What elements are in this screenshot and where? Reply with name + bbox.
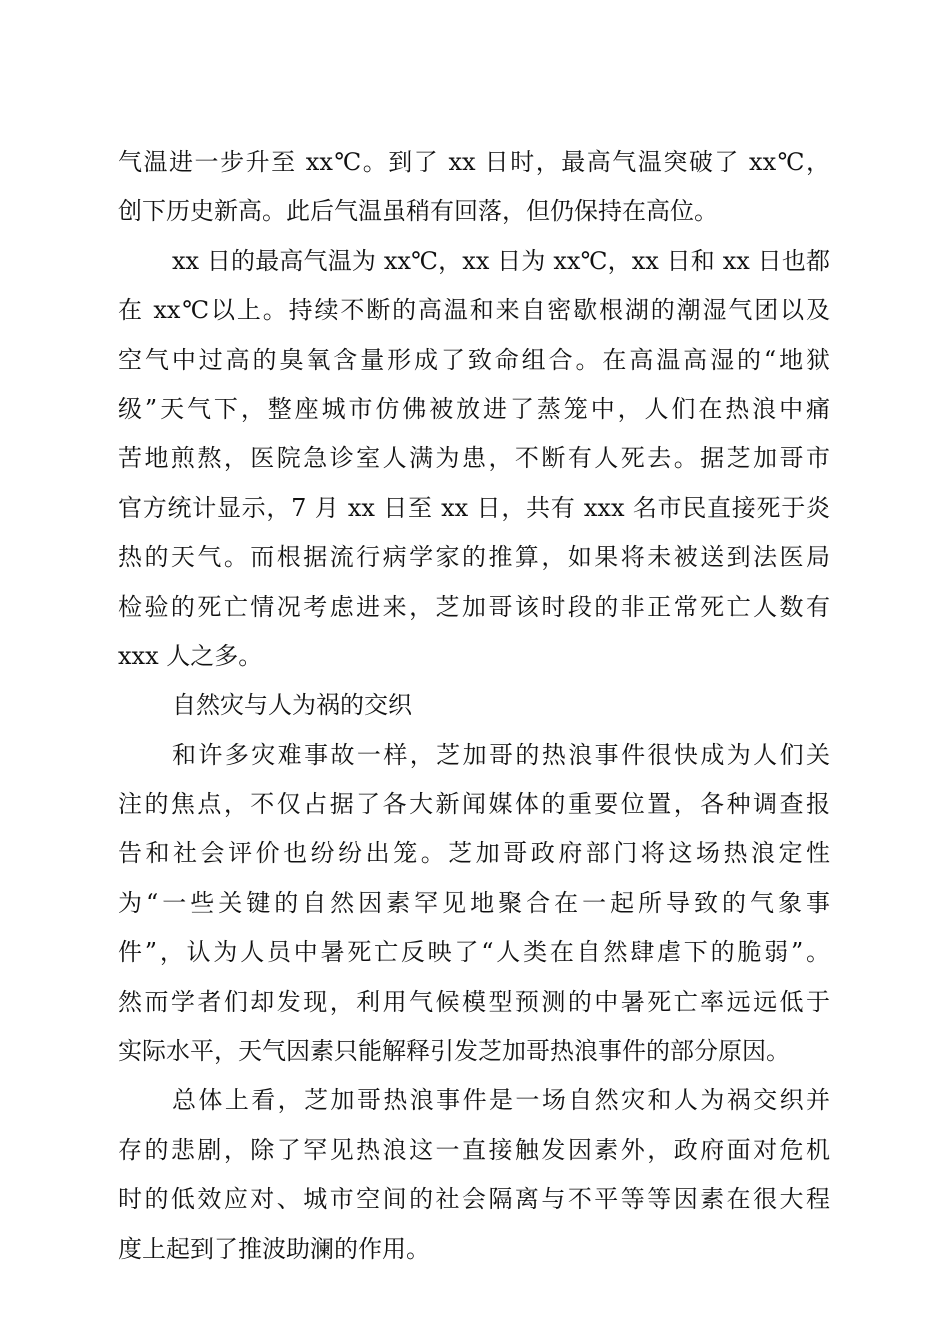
paragraph-line: 总体上看，芝加哥热浪事件是一场自然灾和人为祸交织并 bbox=[172, 1086, 830, 1115]
paragraph-line: 气温进一步升至 xx℃。到了 xx 日时，最高气温突破了 xx℃， bbox=[118, 148, 830, 176]
paragraph-line: 存的悲剧，除了罕见热浪这一直接触发因素外，政府面对危机 bbox=[118, 1135, 830, 1164]
paragraph-line: 官方统计显示，7 月 xx 日至 xx 日，共有 xxx 名市民直接死于炎 bbox=[118, 493, 830, 522]
document-body bbox=[118, 138, 830, 1274]
paragraph-line: 检验的死亡情况考虑进来，芝加哥该时段的非正常死亡人数有 bbox=[118, 592, 830, 621]
paragraph-line: xx 日的最高气温为 xx℃，xx 日为 xx℃，xx 日和 xx 日也都 bbox=[172, 246, 830, 275]
paragraph-line: 为“一些关键的自然因素罕见地聚合在一起所导致的气象事 bbox=[118, 888, 830, 917]
paragraph-line: 级”天气下，整座城市仿佛被放进了蒸笼中，人们在热浪中痛 bbox=[118, 394, 830, 423]
paragraph-line: 件”，认为人员中暑死亡反映了“人类在自然肆虐下的脆弱”。 bbox=[118, 938, 830, 967]
paragraph-line: 创下历史新高。此后气温虽稍有回落，但仍保持在高位。 bbox=[118, 197, 718, 226]
paragraph-line: 度上起到了推波助澜的作用。 bbox=[118, 1234, 430, 1263]
paragraph-line: 苦地煎熬，医院急诊室人满为患，不断有人死去。据芝加哥市 bbox=[118, 444, 830, 473]
paragraph-line: 在 xx℃以上。持续不断的高温和来自密歇根湖的潮湿气团以及 bbox=[118, 296, 830, 325]
paragraph-line: 热的天气。而根据流行病学家的推算，如果将未被送到法医局 bbox=[118, 543, 830, 572]
section-heading: 自然灾与人为祸的交织 bbox=[172, 691, 412, 720]
paragraph-line: 告和社会评价也纷纷出笼。芝加哥政府部门将这场热浪定性 bbox=[118, 839, 830, 868]
paragraph-line: 空气中过高的臭氧含量形成了致命组合。在高温高湿的“地狱 bbox=[118, 345, 830, 374]
paragraph-line: 实际水平，天气因素只能解释引发芝加哥热浪事件的部分原因。 bbox=[118, 1037, 790, 1066]
paragraph-line: 时的低效应对、城市空间的社会隔离与不平等等因素在很大程 bbox=[118, 1185, 830, 1214]
paragraph-line: 然而学者们却发现，利用气候模型预测的中暑死亡率远远低于 bbox=[118, 987, 830, 1016]
paragraph-line: 注的焦点，不仅占据了各大新闻媒体的重要位置，各种调查报 bbox=[118, 790, 830, 819]
paragraph-line: xxx 人之多。 bbox=[118, 641, 263, 670]
paragraph-line: 和许多灾难事故一样，芝加哥的热浪事件很快成为人们关 bbox=[172, 740, 830, 769]
